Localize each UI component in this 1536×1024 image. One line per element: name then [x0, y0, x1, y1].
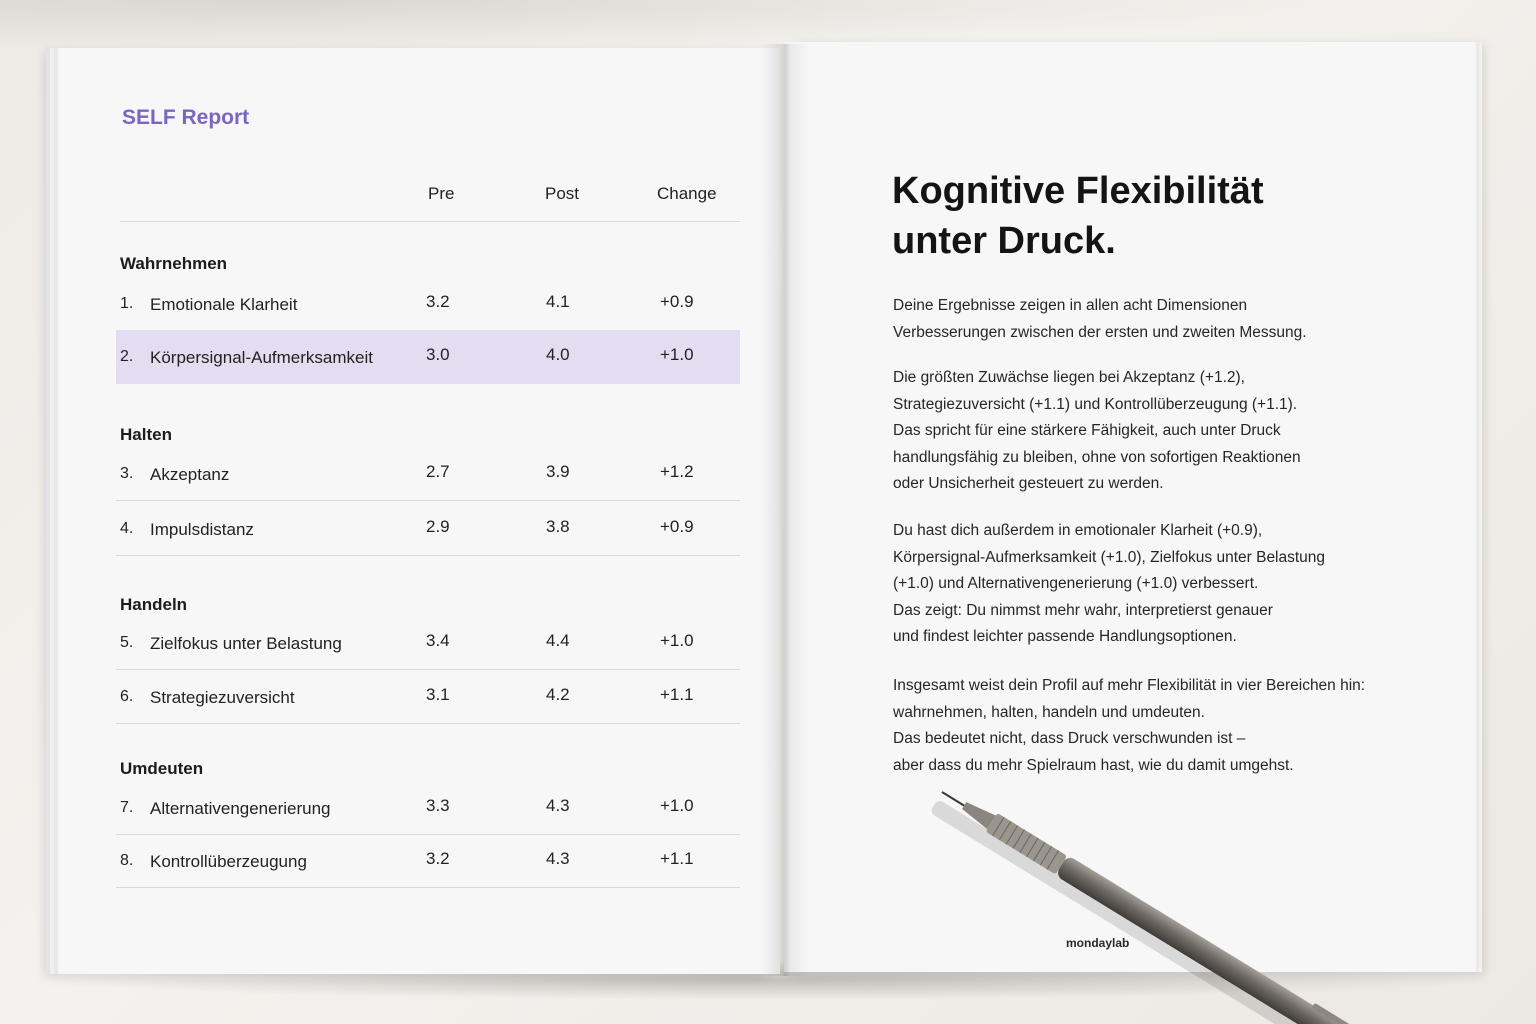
group-heading: Halten [120, 425, 172, 444]
text-line: Die größten Zuwächse liegen bei Akzeptanz (+1.2), [893, 369, 1245, 386]
column-header-pre: Pre [428, 184, 455, 203]
row-change-value: +0.9 [660, 292, 694, 311]
text-line: und findest leichter passende Handlungsoptionen. [893, 628, 1237, 645]
text-line: aber dass du mehr Spielraum hast, wie du damit umgehst. [893, 756, 1294, 774]
row-post-value: 4.3 [546, 849, 570, 868]
row-change-value: +1.0 [660, 631, 694, 650]
row-label: Impulsdistanz [150, 520, 254, 539]
group-heading: Wahrnehmen [120, 254, 228, 273]
row-label: Strategiezuversicht [150, 688, 295, 707]
text-line: Strategiezuversicht (+1.1) und Kontrollüberzeugung (+1.1). [893, 395, 1298, 413]
headline-line: unter Druck. [892, 220, 1116, 262]
text-line: Das bedeutet nicht, dass Druck verschwunden ist – [893, 730, 1246, 747]
row-post-value: 4.2 [546, 685, 570, 704]
row-post-value: 3.8 [546, 517, 570, 536]
row-post-value: 3.9 [546, 462, 570, 481]
row-number: 8. [120, 852, 134, 869]
row-change-value: +1.2 [660, 462, 694, 481]
row-number: 2. [120, 348, 134, 365]
text-line: Verbesserungen zwischen der ersten und zweiten Messung. [893, 323, 1307, 341]
group-heading: Handeln [120, 595, 188, 614]
row-change-value: +1.1 [660, 685, 694, 704]
text-line: (+1.0) und Alternativengenerierung (+1.0) verbessert. [893, 575, 1259, 592]
column-header-post: Post [545, 184, 580, 203]
text-line: oder Unsicherheit gesteuert zu werden. [893, 475, 1164, 492]
row-pre-value: 2.9 [426, 517, 450, 536]
row-number: 1. [120, 295, 134, 312]
text-line: Insgesamt weist dein Profil auf mehr Flexibilität in vier Bereichen hin: [893, 677, 1366, 694]
row-pre-value: 3.3 [426, 796, 450, 815]
row-label: Körpersignal-Aufmerksamkeit [150, 348, 373, 367]
text-line: handlungsfähig zu bleiben, ohne von sofortigen Reaktionen [893, 448, 1301, 466]
text-line: wahrnehmen, halten, handeln und umdeuten. [893, 703, 1205, 721]
row-post-value: 4.4 [546, 631, 570, 650]
row-label: Zielfokus unter Belastung [150, 634, 342, 653]
text-line: Das spricht für eine stärkere Fähigkeit, auch unter Druck [893, 422, 1281, 439]
report-title: SELF Report [122, 106, 250, 129]
row-post-value: 4.1 [546, 292, 570, 311]
row-number: 7. [120, 799, 134, 816]
row-pre-value: 3.0 [426, 345, 450, 364]
row-label: Kontrollüberzeugung [150, 852, 307, 871]
row-change-value: +1.0 [660, 796, 694, 815]
row-pre-value: 3.2 [426, 292, 450, 311]
text-line: Deine Ergebnisse zeigen in allen acht Dimensionen [893, 297, 1248, 314]
group-heading: Umdeuten [120, 759, 204, 778]
row-post-value: 4.3 [546, 796, 570, 815]
row-number: 4. [120, 520, 134, 537]
row-pre-value: 3.1 [426, 685, 450, 704]
row-number: 6. [120, 688, 134, 705]
row-label: Emotionale Klarheit [150, 295, 298, 314]
text-line: Das zeigt: Du nimmst mehr wahr, interpretierst genauer [893, 601, 1273, 619]
brand-logo-text: mondaylab [1066, 936, 1130, 950]
row-post-value: 4.0 [546, 345, 570, 364]
text-line: Körpersignal-Aufmerksamkeit (+1.0), Zielfokus unter Belastung [893, 548, 1326, 566]
row-pre-value: 2.7 [426, 462, 450, 481]
row-label: Akzeptanz [150, 465, 230, 484]
text-line: Du hast dich außerdem in emotionaler Klarheit (+0.9), [893, 522, 1263, 539]
row-change-value: +0.9 [660, 517, 694, 536]
column-header-change: Change [657, 184, 717, 203]
row-change-value: +1.1 [660, 849, 694, 868]
row-pre-value: 3.4 [426, 631, 450, 650]
row-pre-value: 3.2 [426, 849, 450, 868]
headline-line: Kognitive Flexibilität [892, 170, 1264, 212]
row-label: Alternativengenerierung [150, 799, 331, 818]
row-number: 3. [120, 465, 134, 482]
row-change-value: +1.0 [660, 345, 694, 364]
row-number: 5. [120, 634, 134, 651]
